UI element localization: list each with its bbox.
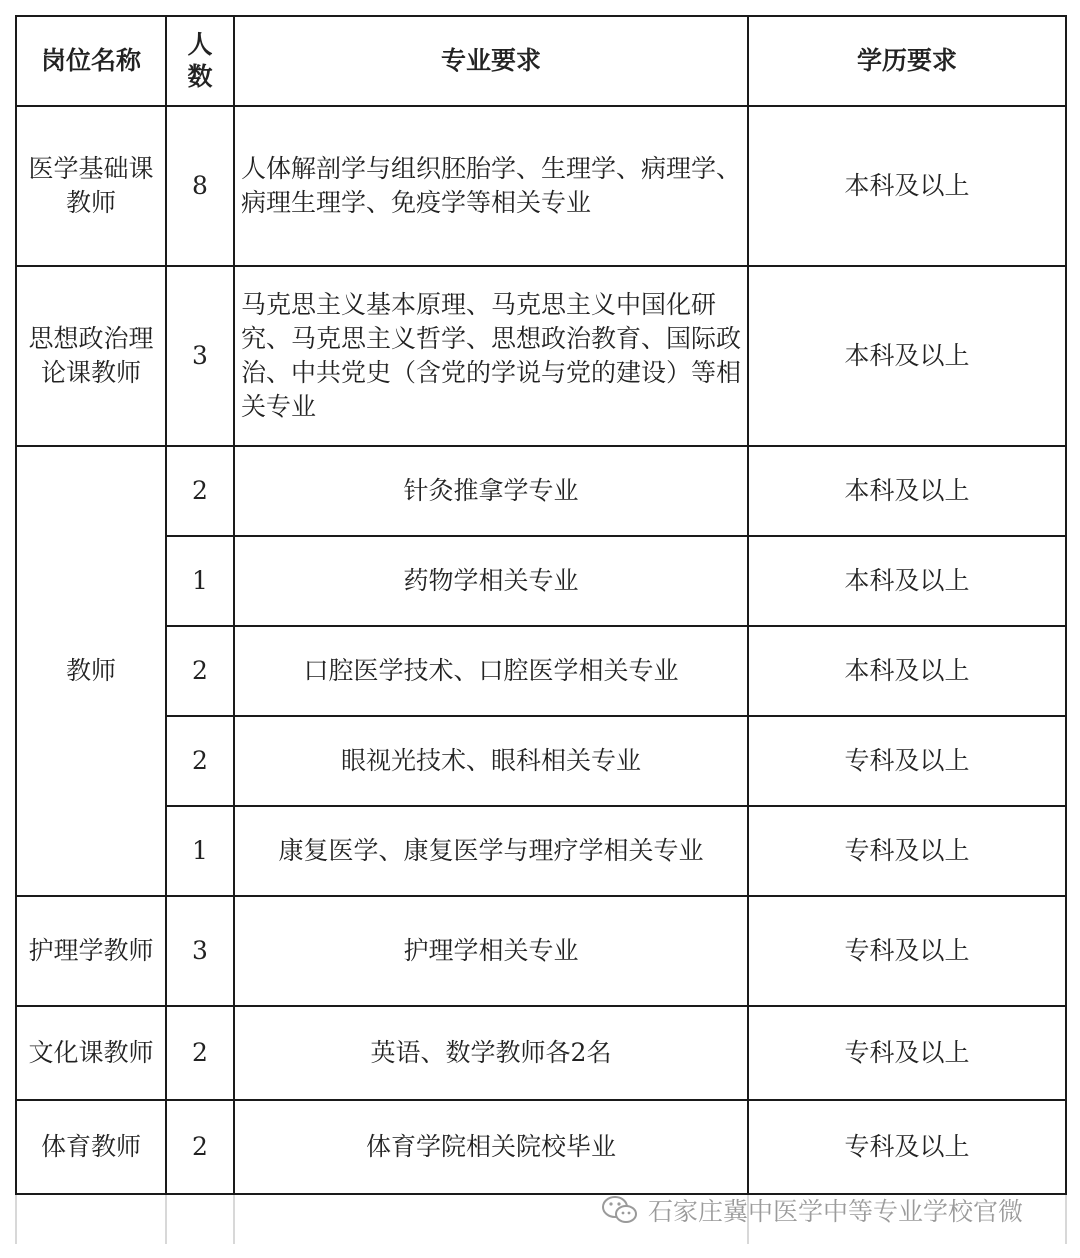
- header-count: 人数: [166, 16, 234, 106]
- table-row: [16, 106, 1066, 266]
- table-row: [16, 1100, 1066, 1194]
- education-cell: 专科及以上: [748, 1006, 1066, 1100]
- education-cell: 专科及以上: [748, 1100, 1066, 1194]
- table-row: [16, 896, 1066, 1006]
- education-cell: 专科及以上: [748, 806, 1066, 896]
- recruitment-table-container: [15, 15, 1067, 1244]
- education-cell: 本科及以上: [748, 106, 1066, 266]
- watermark-text: 石家庄冀中医学中等专业学校官微: [648, 1197, 1024, 1226]
- header-position: 岗位名称: [16, 16, 166, 106]
- table-row: [16, 536, 1066, 626]
- major-cell: 眼视光技术、眼科相关专业: [234, 716, 748, 806]
- table-row: [16, 716, 1066, 806]
- table-header-row: [16, 16, 1066, 106]
- header-education: 学历要求: [748, 16, 1066, 106]
- count-cell: 2: [166, 1006, 234, 1100]
- count-cell: 1: [166, 806, 234, 896]
- count-cell: 2: [166, 446, 234, 536]
- education-cell: 本科及以上: [748, 626, 1066, 716]
- table-row: [16, 626, 1066, 716]
- position-cell: 医学基础课教师: [16, 106, 166, 266]
- count-cell: 2: [166, 1100, 234, 1194]
- education-cell: 本科及以上: [748, 266, 1066, 446]
- table-row: [16, 446, 1066, 536]
- education-cell: 本科及以上: [748, 536, 1066, 626]
- count-cell: 2: [166, 716, 234, 806]
- count-cell: 2: [166, 626, 234, 716]
- education-cell: 专科及以上: [748, 896, 1066, 1006]
- header-major: 专业要求: [234, 16, 748, 106]
- table-row: [16, 266, 1066, 446]
- watermark: [600, 1192, 1023, 1228]
- education-cell: 本科及以上: [748, 446, 1066, 536]
- empty-cell: [16, 1194, 166, 1244]
- recruitment-table: [15, 15, 1067, 1244]
- count-cell: 8: [166, 106, 234, 266]
- wechat-icon: [600, 1194, 640, 1226]
- count-cell: 3: [166, 896, 234, 1006]
- major-cell: 护理学相关专业: [234, 896, 748, 1006]
- major-cell: 康复医学、康复医学与理疗学相关专业: [234, 806, 748, 896]
- major-cell: 人体解剖学与组织胚胎学、生理学、病理学、病理生理学、免疫学等相关专业: [234, 106, 748, 266]
- position-cell: 体育教师: [16, 1100, 166, 1194]
- major-cell: 体育学院相关院校毕业: [234, 1100, 748, 1194]
- major-cell: 针灸推拿学专业: [234, 446, 748, 536]
- count-cell: 1: [166, 536, 234, 626]
- position-cell: 文化课教师: [16, 1006, 166, 1100]
- position-cell: 教师: [16, 446, 166, 896]
- empty-cell: [166, 1194, 234, 1244]
- major-cell: 药物学相关专业: [234, 536, 748, 626]
- position-cell: 护理学教师: [16, 896, 166, 1006]
- count-cell: 3: [166, 266, 234, 446]
- major-cell: 英语、数学教师各2名: [234, 1006, 748, 1100]
- position-cell: 思想政治理论课教师: [16, 266, 166, 446]
- education-cell: 专科及以上: [748, 716, 1066, 806]
- major-cell: 马克思主义基本原理、马克思主义中国化研究、马克思主义哲学、思想政治教育、国际政治、中共党史（含党的学说与党的建设）等相关专业: [234, 266, 748, 446]
- table-row: [16, 1006, 1066, 1100]
- table-row: [16, 806, 1066, 896]
- major-cell: 口腔医学技术、口腔医学相关专业: [234, 626, 748, 716]
